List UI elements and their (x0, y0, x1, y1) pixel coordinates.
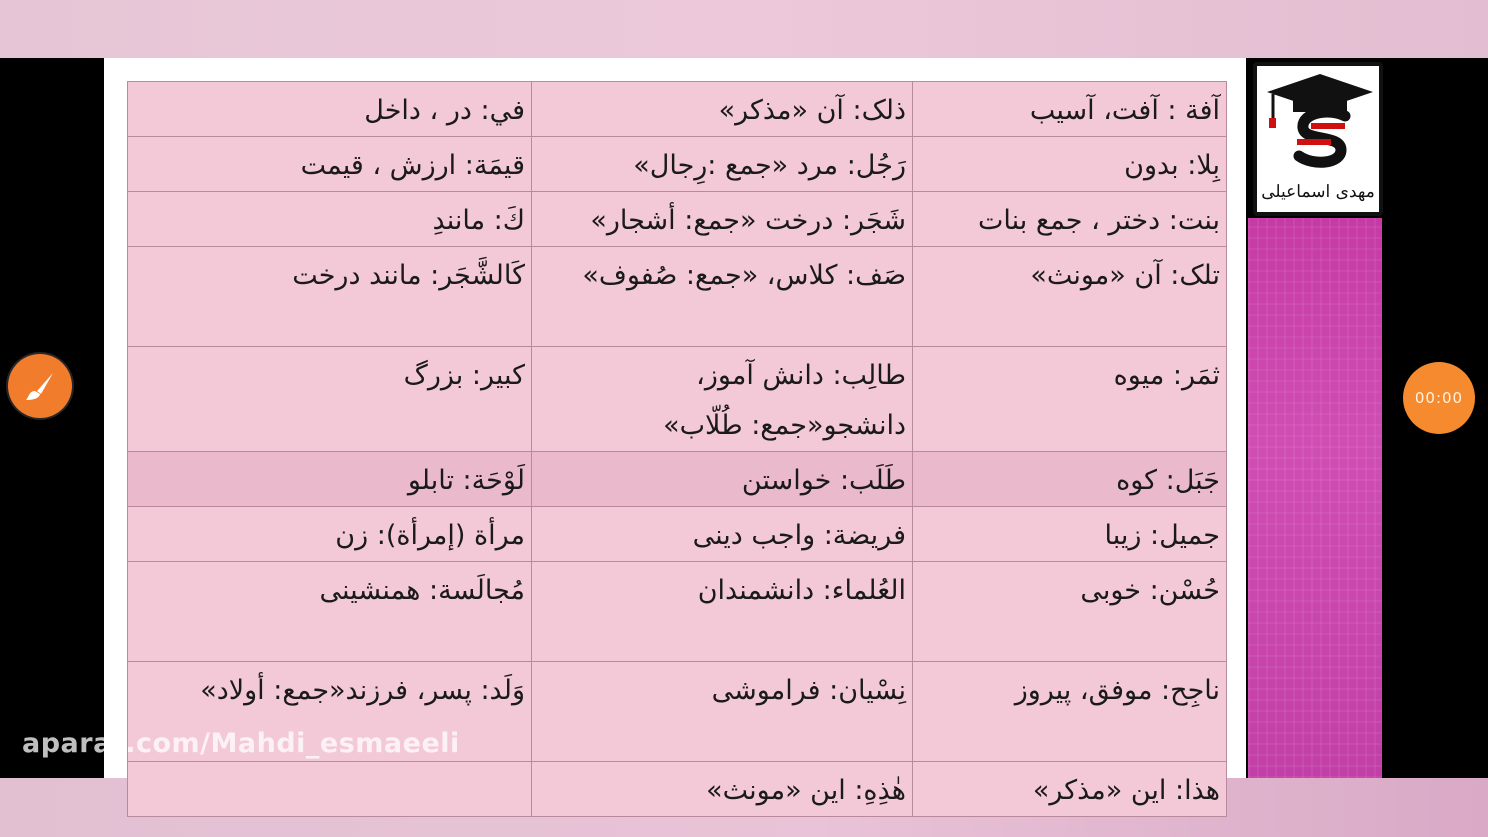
table-row (128, 247, 1227, 347)
table-cell: صَف: كلاس، «جمع: صُفوف» (532, 247, 913, 347)
table-cell: هٰذِهِ: اين «مونث» (532, 762, 913, 817)
table-row (128, 137, 1227, 192)
table-cell: العُلماء: دانشمندان (532, 562, 913, 662)
table-row (128, 192, 1227, 247)
table-row (128, 762, 1227, 817)
table-cell: حُسْن: خوبى (913, 562, 1227, 662)
channel-logo (1253, 62, 1383, 216)
table-cell: طالِب: دانش آموز، دانشجو«جمع: طُلّاب» (532, 347, 913, 452)
brush-icon (23, 369, 57, 403)
table-cell: جميل: زيبا (913, 507, 1227, 562)
table-cell: آفة : آفت، آسیب (913, 82, 1227, 137)
table-row (128, 347, 1227, 452)
vocabulary-table (127, 81, 1227, 817)
top-band (0, 0, 1488, 58)
table-cell: فريضة: واجب دينى (532, 507, 913, 562)
table-cell: نِسْيان: فراموشى (532, 662, 913, 762)
table-cell: كبير: بزرگ (128, 347, 532, 452)
table-cell: مُجالَسة: همنشينى (128, 562, 532, 662)
table-row (128, 562, 1227, 662)
table-cell: ثمَر: میوه (913, 347, 1227, 452)
table-cell: تلک: آن «مونث» (913, 247, 1227, 347)
table-cell: بنت: دختر ، جمع بنات (913, 192, 1227, 247)
graduation-cap-icon (1261, 68, 1379, 178)
sidebar-pattern (1248, 218, 1382, 778)
table-cell: كَالشَّجَر: مانند درخت (128, 247, 532, 347)
table-cell: بِلا: بدون (913, 137, 1227, 192)
logo-caption: مهدی اسماعیلی (1261, 182, 1375, 202)
table-row (128, 452, 1227, 507)
brush-button[interactable] (8, 354, 72, 418)
table-row (128, 507, 1227, 562)
timer-button[interactable]: 00:00 (1403, 362, 1475, 434)
table-cell: ذلک: آن «مذکر» (532, 82, 913, 137)
table-cell: رَجُل: مرد «جمع :رِجال» (532, 137, 913, 192)
table-cell: هذا: اين «مذكر» (913, 762, 1227, 817)
table-cell: كَ: مانندِ (128, 192, 532, 247)
watermark-url: aparat.com/Mahdi_esmaeeli (22, 728, 460, 759)
table-cell: جَبَل: كوه (913, 452, 1227, 507)
table-cell: وَلَد: پسر، فرزند«جمع: أولاد» (128, 662, 532, 762)
table-cell: قيمَة: ارزش ، قيمت (128, 137, 532, 192)
table-cell: ناجِح: موفق، پيروز (913, 662, 1227, 762)
table-cell (128, 762, 532, 817)
table-cell: مرأة (إمرأة): زن (128, 507, 532, 562)
table-cell: لَوْحَة: تابلو (128, 452, 532, 507)
table-row (128, 82, 1227, 137)
table-cell: في: در ، داخل (128, 82, 532, 137)
table-cell: طَلَب: خواستن (532, 452, 913, 507)
table-cell: شَجَر: درخت «جمع: أشجار» (532, 192, 913, 247)
